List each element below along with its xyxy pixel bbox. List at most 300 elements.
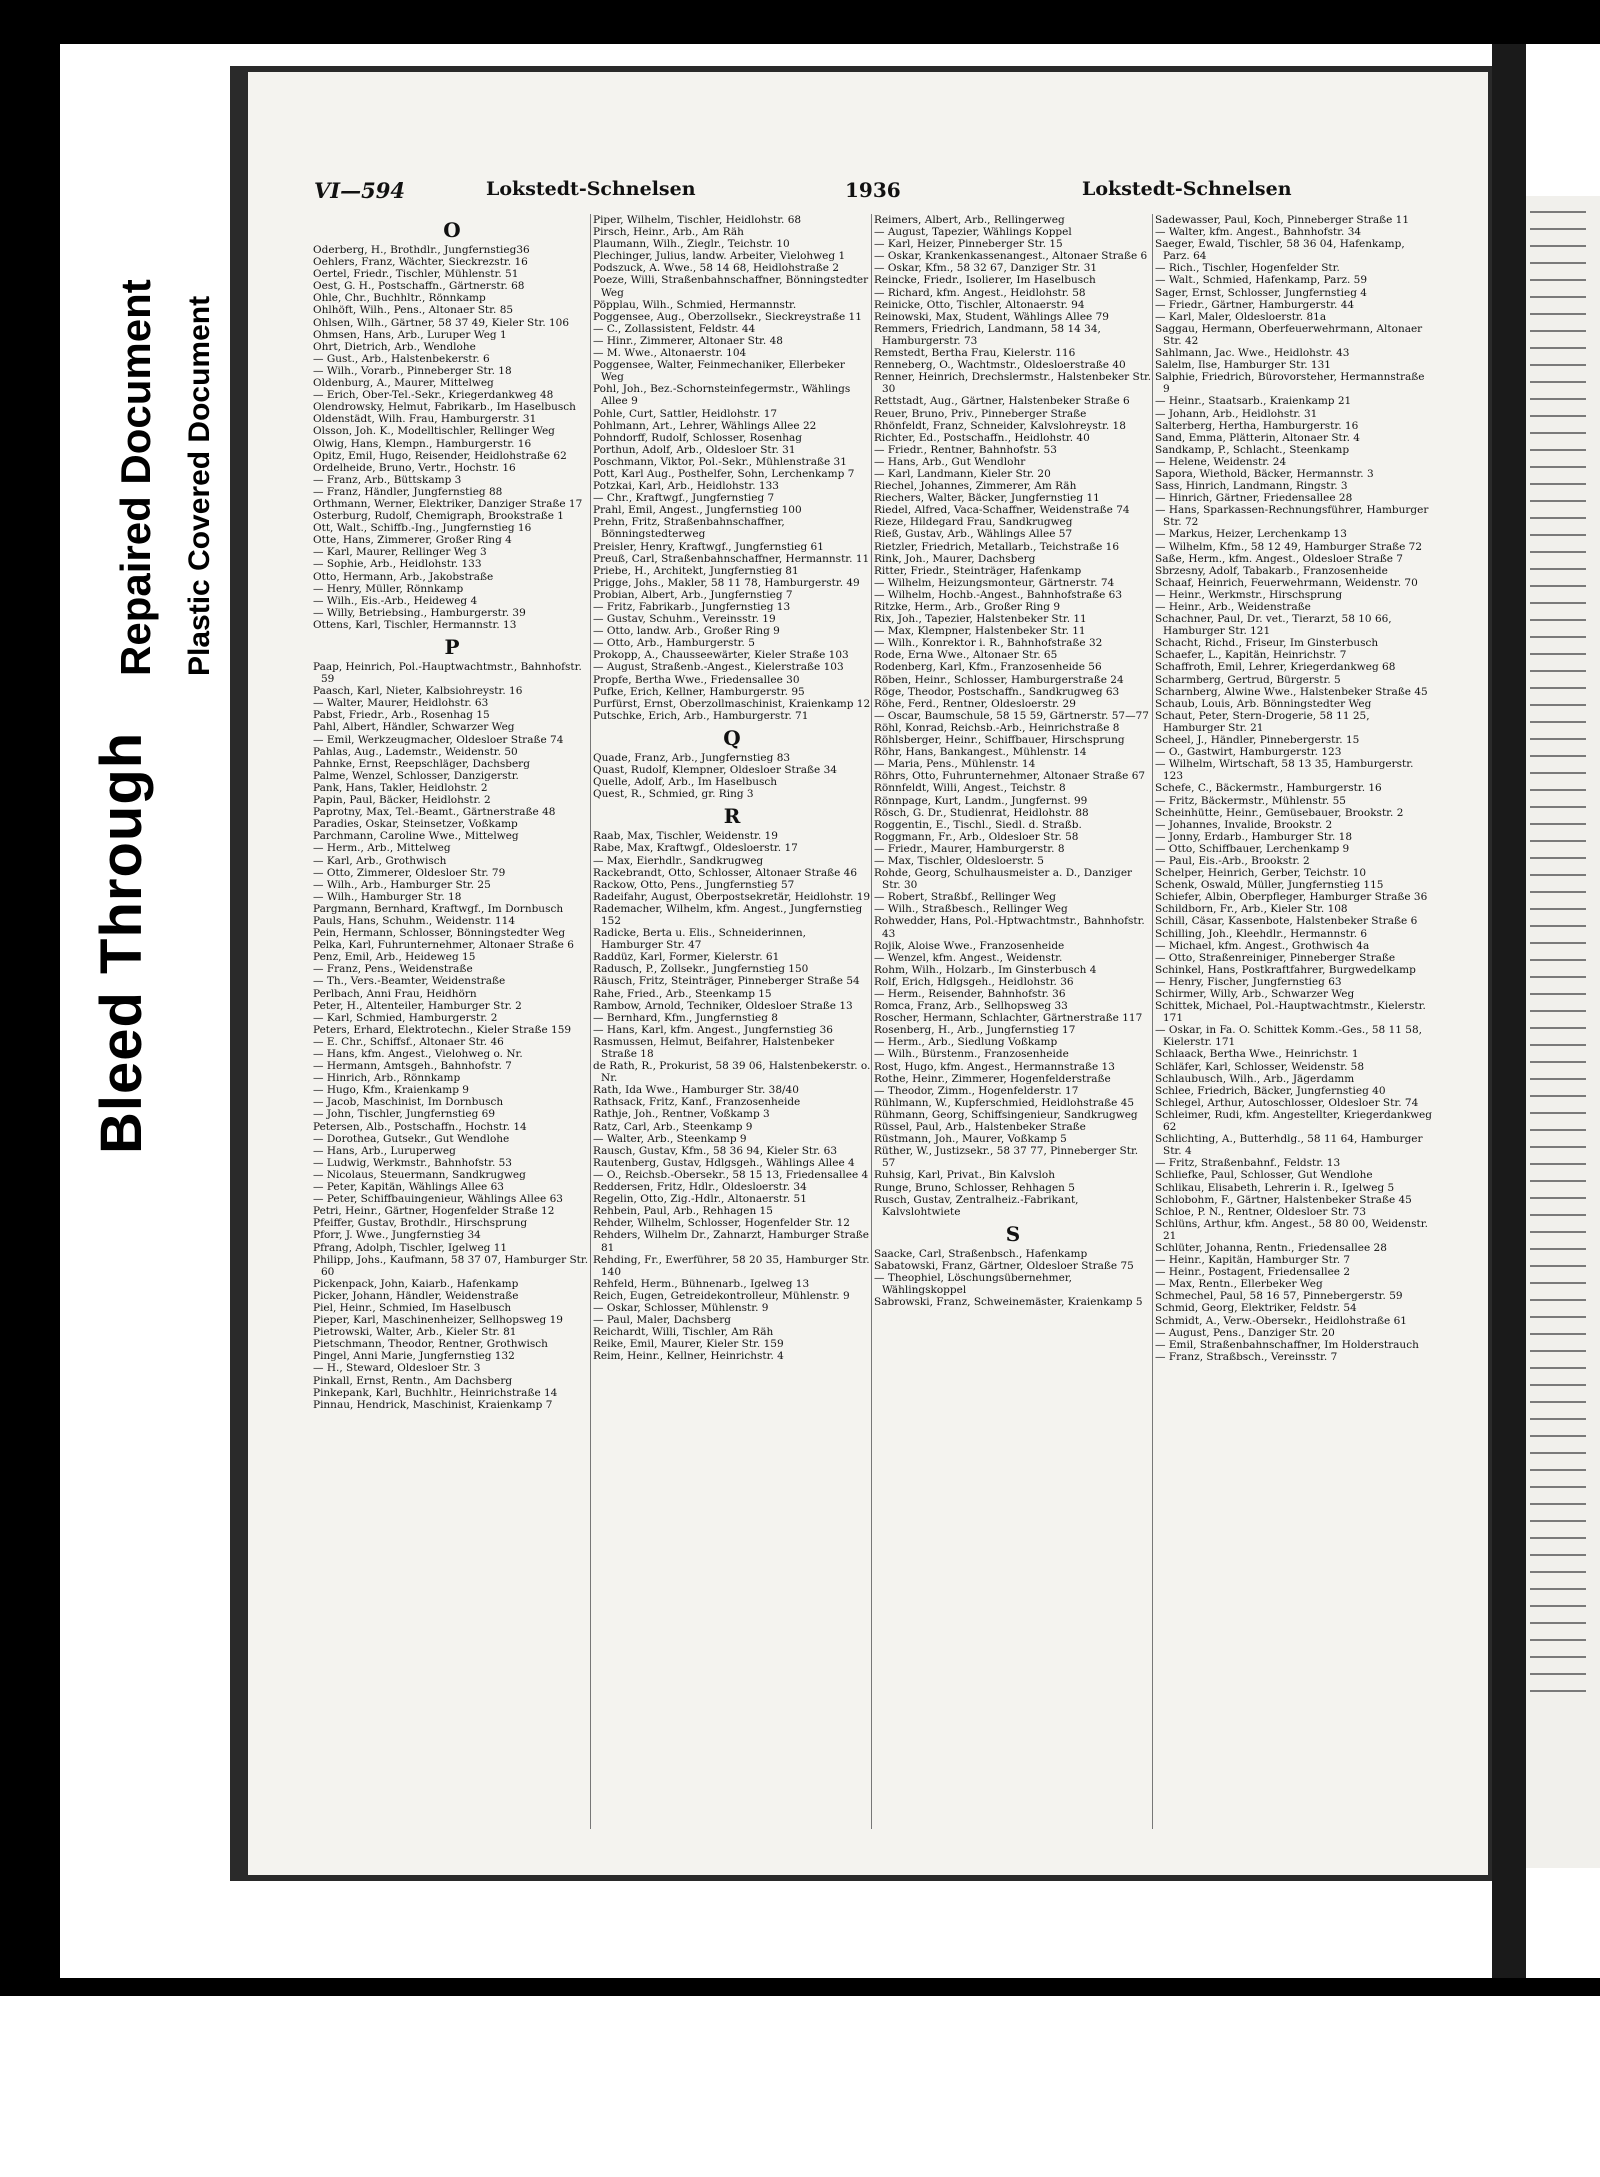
- directory-entry: — Heinr., Werkmstr., Hirschsprung: [1155, 588, 1343, 601]
- directory-entry: Sadewasser, Paul, Koch, Pinneberger Straße 11: [1155, 214, 1410, 226]
- directory-entry: — Walt., Schmied, Hafenkamp, Parz. 59: [1155, 274, 1368, 287]
- directory-entry: Schlichting, A., Butterhdlg., 58 11 64, Hamburger Str. 4: [1155, 1133, 1423, 1158]
- directory-entry: — Paul, Maler, Dachsberg: [593, 1314, 731, 1327]
- directory-entry: — Wilhelm, Wirtschaft, 58 13 35, Hamburgerstr. 123: [1155, 758, 1414, 783]
- directory-entry: Salphie, Friedrich, Bürovorsteher, Hermannstraße 9: [1155, 371, 1425, 396]
- directory-entry: Schaut, Peter, Stern-Drogerie, 58 11 25, Hamburger Str. 21: [1155, 709, 1370, 734]
- directory-entry: — Otto, Arb., Hamburgerstr. 5: [593, 637, 755, 650]
- directory-entry: — Walter, kfm. Angest., Bahnhofstr. 34: [1155, 226, 1362, 239]
- directory-entry: Renneberg, O., Wachtmstr., Oldesloerstraße 40: [874, 359, 1126, 372]
- directory-entry: — Fritz, Straßenbahnf., Feldstr. 13: [1155, 1157, 1341, 1170]
- directory-entry: — Oscar, Baumschule, 58 15 59, Gärtnerstr. 57—77: [874, 709, 1149, 722]
- directory-entry: Rettstadt, Aug., Gärtner, Halstenbeker Straße 6: [874, 395, 1130, 408]
- directory-entry: — August, Pens., Danziger Str. 20: [1155, 1326, 1335, 1339]
- directory-entry: Ottens, Karl, Tischler, Hermannstr. 13: [313, 618, 517, 631]
- directory-entry: — O., Reichsb.-Obersekr., 58 15 13, Friedensallee 4: [593, 1168, 869, 1181]
- directory-entry: de Rath, R., Prokurist, 58 39 06, Halstenbekerstr. o. Nr.: [593, 1060, 871, 1085]
- directory-entry: — C., Zollassistent, Feldstr. 44: [593, 322, 756, 335]
- directory-entry: Pietschmann, Theodor, Rentner, Grothwisch: [313, 1338, 548, 1351]
- adjacent-page-strip: [1526, 196, 1600, 1868]
- directory-entry: Rohde, Georg, Schulhausmeister a. D., Danziger Str. 30: [874, 867, 1133, 892]
- directory-entry: Röhe, Ferd., Rentner, Oldesloerstr. 29: [874, 697, 1076, 710]
- directory-entry: Rathsack, Fritz, Kanf., Franzosenheide: [593, 1096, 801, 1109]
- directory-entry: Purfürst, Ernst, Oberzollmaschinist, Kraienkamp 12: [593, 697, 871, 710]
- directory-entry: Rösch, G. Dr., Studienrat, Heidlohstr. 88: [874, 806, 1089, 819]
- directory-entry: — Fritz, Bäckermstr., Mühlenstr. 55: [1155, 794, 1346, 807]
- directory-entry: Ott, Walt., Schiffb.-Ing., Jungfernstieg 16: [313, 522, 532, 535]
- directory-entry: — Hermann, Amtsgeh., Bahnhofstr. 7: [313, 1060, 512, 1073]
- directory-entry: Schlüter, Johanna, Rentn., Friedensallee 28: [1155, 1241, 1387, 1254]
- directory-entry: Rink, Joh., Maurer, Dachsberg: [874, 552, 1036, 565]
- directory-entry: Schachner, Paul, Dr. vet., Tierarzt, 58 10 66, Hamburger Str. 121: [1155, 613, 1392, 638]
- directory-entry: — Franz, Straßbsch., Vereinsstr. 7: [1155, 1350, 1338, 1363]
- page-header: [314, 178, 1404, 204]
- directory-entry: Pahlas, Aug., Lademstr., Weidenstr. 50: [313, 745, 518, 758]
- directory-entry: Rabe, Max, Kraftwgf., Oldesloerstr. 17: [593, 842, 798, 855]
- directory-entry: Schlobohm, F., Gärtner, Halstenbeker Straße 45: [1155, 1193, 1412, 1206]
- directory-entry: Schelper, Heinrich, Gerber, Teichstr. 10: [1155, 867, 1367, 880]
- scan-border-bottom: [0, 1978, 1600, 1996]
- directory-entry: — Franz, Arb., Büttskamp 3: [313, 473, 462, 486]
- book-gutter: [1492, 44, 1526, 1978]
- directory-entry: Penz, Emil, Arb., Heideweg 15: [313, 951, 476, 964]
- directory-entry: Piper, Wilhelm, Tischler, Heidlohstr. 68: [593, 214, 802, 226]
- directory-entry: — Karl, Landmann, Kieler Str. 20: [874, 467, 1051, 480]
- directory-entry: — Hinr., Zimmerer, Altonaer Str. 48: [593, 334, 783, 347]
- directory-entry: Probian, Albert, Arb., Jungfernstieg 7: [593, 588, 793, 601]
- directory-entry: — Sophie, Arb., Heidlohstr. 133: [313, 558, 482, 571]
- directory-entry: — Dorothea, Gutsekr., Gut Wendlohe: [313, 1132, 510, 1145]
- directory-entry: Poeze, Willi, Straßenbahnschaffner, Bönningstedter Weg: [593, 274, 869, 299]
- directory-entry: — Heinr., Arb., Weidenstraße: [1155, 601, 1311, 613]
- directory-entry: Roggmann, Fr., Arb., Oldesloer Str. 58: [874, 830, 1079, 843]
- directory-entry: — Henry, Fischer, Jungfernstieg 63: [1155, 975, 1342, 988]
- directory-entry: Priebe, H., Architekt, Jungfernstieg 81: [593, 564, 799, 577]
- directory-entry: Pott, Karl Aug., Posthelfer, Sohn, Lerchenkamp 7: [593, 467, 855, 480]
- directory-entry: — August, Tapezier, Wählings Koppel: [874, 226, 1072, 239]
- directory-entry: Ratz, Carl, Arb., Steenkamp 9: [593, 1120, 753, 1133]
- directory-entry: Rohm, Wilh., Holzarb., Im Ginsterbusch 4: [874, 963, 1097, 976]
- directory-entry: Pargmann, Bernhard, Kraftwgf., Im Dornbusch: [313, 902, 564, 915]
- directory-entry: Potzkai, Karl, Arb., Heidlohstr. 133: [593, 480, 779, 493]
- directory-entry: Oldenburg, A., Maurer, Mittelweg: [313, 377, 494, 390]
- directory-entry: Rode, Erna Wwe., Altonaer Str. 65: [874, 649, 1058, 662]
- running-title-right: Lokstedt-Schnelsen: [1082, 178, 1292, 200]
- directory-entry: — Walter, Maurer, Heidlohstr. 63: [313, 697, 489, 710]
- directory-entry: — Walter, Arb., Steenkamp 9: [593, 1132, 747, 1145]
- directory-entry: Pforr, J. Wwe., Jungfernstieg 34: [313, 1229, 481, 1242]
- directory-entry: Schlüns, Arthur, kfm. Angest., 58 80 00, Weidenstr. 21: [1155, 1217, 1428, 1242]
- directory-entry: Runge, Bruno, Schlosser, Rehhagen 5: [874, 1181, 1075, 1194]
- directory-entry: Quade, Franz, Arb., Jungfernstieg 83: [593, 751, 791, 764]
- directory-entry: Picker, Johann, Händler, Weidenstraße: [313, 1289, 519, 1302]
- directory-entry: Salterberg, Hertha, Hamburgerstr. 16: [1155, 419, 1359, 432]
- directory-entry: — Oskar, Krankenkassenangest., Altonaer Straße 6: [874, 250, 1148, 263]
- directory-entry: Schlegel, Arthur, Autoschlosser, Oldesloer Str. 74: [1155, 1096, 1419, 1109]
- directory-entry: Schildborn, Fr., Arb., Kieler Str. 108: [1155, 903, 1348, 916]
- directory-entry: — Wilh., Vorarb., Pinneberger Str. 18: [313, 364, 512, 377]
- directory-column-1: [313, 214, 591, 1834]
- directory-entry: Porthun, Adolf, Arb., Oldesloer Str. 31: [593, 443, 796, 456]
- directory-entry: — Herm., Reisender, Bahnhofstr. 36: [874, 988, 1066, 1000]
- directory-entry: — Heinr., Kapitän, Hamburger Str. 7: [1155, 1254, 1351, 1267]
- directory-entry: Ohlsen, Wilh., Gärtner, 58 37 49, Kieler Str. 106: [313, 316, 570, 329]
- directory-entry: Reinicke, Otto, Tischler, Altonaerstr. 94: [874, 298, 1085, 311]
- directory-entry: — Hinrich, Gärtner, Friedensallee 28: [1155, 492, 1353, 505]
- directory-entry: — Theodor, Zimm., Hogenfelderstr. 17: [874, 1084, 1079, 1097]
- directory-entry: Plaumann, Wilh., Zieglr., Teichstr. 10: [593, 238, 790, 251]
- directory-entry: Pohlmann, Art., Lehrer, Wählings Allee 22: [593, 419, 817, 432]
- directory-entry: Pietrowski, Walter, Arb., Kieler Str. 81: [313, 1326, 517, 1339]
- directory-entry: Rojik, Aloise Wwe., Franzosenheide: [874, 939, 1065, 952]
- column-rule: [871, 214, 872, 1829]
- directory-entry: — Wilh., Arb., Hamburger Str. 25: [313, 878, 491, 891]
- directory-entry: Pickenpack, John, Kaiarb., Hafenkamp: [313, 1277, 519, 1290]
- directory-entry: — Friedr., Maurer, Hamburgerstr. 8: [874, 842, 1065, 855]
- directory-entry: — Markus, Heizer, Lerchenkamp 13: [1155, 528, 1347, 541]
- section-letter: O: [443, 218, 461, 242]
- directory-entry: Reichardt, Willi, Tischler, Am Räh: [593, 1326, 774, 1339]
- directory-entry: Reim, Heinr., Kellner, Heinrichstr. 4: [593, 1350, 784, 1363]
- directory-entry: — Herm., Arb., Mittelweg: [313, 842, 451, 855]
- directory-entry: Paprotny, Max, Tel.-Beamt., Gärtnerstraße 48: [313, 806, 556, 819]
- directory-entry: Pufke, Erich, Kellner, Hamburgerstr. 95: [593, 685, 805, 698]
- directory-entry: Pirsch, Heinr., Arb., Am Räh: [593, 226, 744, 239]
- directory-entry: Preuß, Carl, Straßenbahnschaffner, Hermannstr. 11: [593, 552, 870, 565]
- directory-entry: Rüther, W., Justizsekr., 58 37 77, Pinneberger Str. 57: [874, 1145, 1139, 1170]
- directory-entry: Schlaubusch, Wilh., Arb., Jägerdamm: [1155, 1072, 1355, 1085]
- directory-entry: Rhönfeldt, Franz, Schneider, Kalvslohreystr. 18: [874, 419, 1126, 432]
- directory-entry: — Max, Eierhdlr., Sandkrugweg: [593, 854, 764, 867]
- directory-entry: — Michael, kfm. Angest., Grothwisch 4a: [1155, 939, 1370, 952]
- directory-entry: Reike, Emil, Maurer, Kieler Str. 159: [593, 1338, 784, 1351]
- page-number: VI—594: [314, 178, 405, 203]
- directory-entry: Rasmussen, Helmut, Beifahrer, Halstenbeker Straße 18: [593, 1035, 835, 1060]
- scan-border-left: [0, 44, 60, 1979]
- section-letter: S: [1005, 1221, 1021, 1246]
- directory-entry: Schaffroth, Emil, Lehrer, Kriegerdankweg 68: [1155, 661, 1396, 674]
- directory-entry: Rosenberg, H., Arb., Jungfernstieg 17: [874, 1024, 1076, 1037]
- directory-entry: — Wilhelm, Hochb.-Angest., Bahnhofstraße 63: [874, 588, 1123, 601]
- section-letter: R: [723, 804, 741, 829]
- directory-entry: Schloe, P. N., Rentner, Oldesloer Str. 73: [1155, 1205, 1367, 1218]
- directory-entry: Sabrowski, Franz, Schweinemäster, Kraienkamp 5: [874, 1296, 1143, 1309]
- directory-entry: — Hans, Sparkassen-Rechnungsführer, Hamburger Str. 72: [1155, 504, 1429, 529]
- directory-entry: — Heinr., Postagent, Friedensallee 2: [1155, 1266, 1351, 1279]
- directory-entry: Schefe, C., Bäckermstr., Hamburgerstr. 16: [1155, 782, 1382, 795]
- directory-entry: Rusch, Gustav, Zentralheiz.-Fabrikant, Kalvslohtwiete: [874, 1193, 1079, 1218]
- repaired-document-label: Repaired Document: [112, 279, 159, 676]
- directory-entry: — Richard, kfm. Angest., Heidlohstr. 58: [874, 286, 1086, 299]
- directory-entry: Quast, Rudolf, Klempner, Oldesloer Straße 34: [593, 764, 837, 777]
- directory-entry: — Theophiel, Löschungsübernehmer, Wählingskoppel: [874, 1271, 1073, 1297]
- directory-entry: Rost, Hugo, kfm. Angest., Hermannstraße 13: [874, 1060, 1115, 1073]
- directory-entry: Rehding, Fr., Ewerführer, 58 20 35, Hamburger Str. 140: [593, 1253, 870, 1278]
- directory-entry: — Paul, Eis.-Arb., Brookstr. 2: [1155, 854, 1310, 867]
- directory-entry: Scheel, J., Händler, Pinnebergerstr. 15: [1155, 734, 1360, 747]
- directory-entry: Radicke, Berta u. Elis., Schneiderinnen, Hamburger Str. 47: [593, 927, 806, 952]
- directory-entry: Pinkall, Ernst, Rentn., Am Dachsberg: [313, 1374, 513, 1387]
- directory-entry: Ohlhöft, Wilh., Pens., Altonaer Str. 85: [313, 304, 514, 317]
- directory-entry: Rausch, Gustav, Kfm., 58 36 94, Kieler Str. 63: [593, 1144, 838, 1157]
- directory-entry: Remstedt, Bertha Frau, Kielerstr. 116: [874, 347, 1076, 360]
- directory-entry: Rolf, Erich, Hdlgsgeh., Heidlohstr. 36: [874, 975, 1074, 988]
- directory-entry: Ohle, Chr., Buchhltr., Rönnkamp: [313, 292, 486, 305]
- directory-entry: — Otto, Zimmerer, Oldesloer Str. 79: [313, 866, 506, 879]
- directory-entry: Pfeiffer, Gustav, Brothdlr., Hirschsprung: [313, 1217, 528, 1230]
- directory-entry: — Ludwig, Werkmstr., Bahnhofstr. 53: [313, 1156, 512, 1169]
- directory-entry: Reddersen, Fritz, Hdlr., Oldesloerstr. 34: [593, 1181, 807, 1194]
- directory-entry: Paradies, Oskar, Steinsetzer, Voßkamp: [313, 818, 518, 831]
- directory-entry: — Wilh., Konrektor i. R., Bahnhofstraße 32: [874, 637, 1103, 650]
- directory-entry: — Emil, Straßenbahnschaffner, Im Holderstrauch: [1155, 1338, 1419, 1351]
- directory-entry: Schacht, Richd., Friseur, Im Ginsterbusch: [1155, 637, 1379, 650]
- directory-entry: Olendrowsky, Helmut, Fabrikarb., Im Haselbusch: [313, 401, 576, 414]
- directory-entry: — Hans, Arb., Luruperweg: [313, 1144, 456, 1157]
- directory-entry: — Herm., Arb., Siedlung Voßkamp: [874, 1036, 1058, 1049]
- directory-entry: Pauls, Hans, Schuhm., Weidenstr. 114: [313, 914, 516, 927]
- directory-entry: Pahnke, Ernst, Reepschläger, Dachsberg: [313, 757, 530, 770]
- directory-entry: — Otto, Straßenreiniger, Pinneberger Straße: [1155, 951, 1396, 964]
- directory-entry: Rahe, Fried., Arb., Steenkamp 15: [593, 987, 772, 1000]
- directory-entry: Pohle, Curt, Sattler, Heidlohstr. 17: [593, 407, 778, 420]
- directory-entry: Rohwedder, Hans, Pol.-Hptwachtmstr., Bahnhofstr. 43: [874, 915, 1145, 940]
- directory-entry: Romca, Franz, Arb., Sellhopsweg 33: [874, 1000, 1068, 1013]
- directory-entry: Pinkepank, Karl, Buchhltr., Heinrichstraße 14: [313, 1386, 558, 1399]
- directory-entry: Pohl, Joh., Bez.-Schornsteinfegermstr., Wählings Allee 9: [593, 383, 851, 408]
- directory-entry: — Peter, Kapitän, Wählings Allee 63: [313, 1181, 504, 1194]
- directory-entry: — Jonny, Erdarb., Hamburger Str. 18: [1155, 830, 1353, 843]
- directory-entry: Poschmann, Viktor, Pol.-Sekr., Mühlenstraße 31: [593, 455, 847, 468]
- directory-entry: Otto, Hermann, Arb., Jakobstraße: [313, 570, 494, 583]
- directory-entry: Rademacher, Wilhelm, kfm. Angest., Jungfernstieg 152: [593, 902, 863, 927]
- directory-entry: Pelka, Karl, Fuhrunternehmer, Altonaer Straße 6: [313, 939, 574, 952]
- directory-entry: — Rich., Tischler, Hogenfelder Str.: [1155, 262, 1340, 275]
- directory-entry: Reincke, Friedr., Isolierer, Im Haselbusch: [874, 274, 1096, 287]
- directory-entry: Quest, R., Schmied, gr. Ring 3: [593, 788, 754, 801]
- section-letter: P: [444, 635, 460, 659]
- directory-entry: — Hans, Arb., Gut Wendlohr: [874, 455, 1026, 468]
- directory-entry: — M. Wwe., Altonaerstr. 104: [593, 347, 747, 360]
- directory-entry: Prehn, Fritz, Straßenbahnschaffner, Bönningstedterweg: [593, 516, 785, 541]
- directory-entry: Schmechel, Paul, 58 16 57, Pinnebergerstr. 59: [1155, 1290, 1403, 1303]
- directory-entry: Röhl, Konrad, Reichsb.-Arb., Heinrichstraße 8: [874, 721, 1120, 734]
- directory-entry: Schinkel, Hans, Postkraftfahrer, Burgwedelkamp: [1155, 963, 1416, 976]
- directory-entry: Remmers, Friedrich, Landmann, 58 14 34, Hamburgerstr. 73: [874, 322, 1101, 347]
- directory-entry: — Karl, Maurer, Rellinger Weg 3: [313, 546, 487, 559]
- directory-entry: Rautenberg, Gustav, Hdlgsgeh., Wählings Allee 4: [593, 1156, 855, 1169]
- directory-entry: Peter, H., Altenteiler, Hamburger Str. 2: [313, 999, 522, 1012]
- directory-entry: — Wilh., Eis.-Arb., Heideweg 4: [313, 594, 478, 607]
- directory-entry: Schenk, Oswald, Müller, Jungfernstieg 115: [1155, 879, 1384, 892]
- directory-entry: Schmid, Georg, Elektriker, Feldstr. 54: [1155, 1302, 1357, 1315]
- directory-entry: Raddüz, Karl, Former, Kielerstr. 61: [593, 951, 780, 964]
- directory-entry: — Oskar, Schlosser, Mühlenstr. 9: [593, 1301, 769, 1314]
- directory-entry: Rehders, Wilhelm Dr., Zahnarzt, Hamburger Straße 81: [593, 1229, 870, 1254]
- directory-entry: — Wilhelm, Kfm., 58 12 49, Hamburger Straße 72: [1155, 540, 1423, 553]
- plastic-covered-label: Plastic Covered Document: [183, 295, 216, 676]
- directory-entry: Scharnberg, Alwine Wwe., Halstenbeker Straße 45: [1155, 685, 1428, 698]
- directory-entry: Petersen, Alb., Postschaffn., Hochstr. 14: [313, 1120, 527, 1133]
- directory-entry: Pein, Hermann, Schlosser, Bönningstedter Weg: [313, 927, 566, 940]
- directory-entry: Rambow, Arnold, Techniker, Oldesloer Straße 13: [593, 999, 853, 1012]
- directory-entry: — Franz, Pens., Weidenstraße: [313, 963, 473, 976]
- directory-entry: — Hans, Karl, kfm. Angest., Jungfernstieg 36: [593, 1023, 833, 1036]
- directory-year: 1936: [845, 178, 901, 202]
- directory-entry: Olsson, Joh. K., Modelltischler, Rellinger Weg: [313, 425, 555, 438]
- directory-entry: — Max, Klempner, Halstenbeker Str. 11: [874, 625, 1086, 638]
- directory-entry: Sandkamp, P., Schlacht., Steenkamp: [1155, 443, 1350, 456]
- directory-entry: Rehfeld, Herm., Bühnenarb., Igelweg 13: [593, 1277, 810, 1290]
- directory-entry: Parchmann, Caroline Wwe., Mittelweg: [313, 830, 519, 843]
- directory-entry: Richter, Ed., Postschaffn., Heidlohstr. 40: [874, 431, 1090, 444]
- directory-entry: — Chr., Kraftwgf., Jungfernstieg 7: [593, 492, 775, 505]
- directory-entry: Rüstmann, Joh., Maurer, Voßkamp 5: [874, 1133, 1067, 1146]
- directory-entry: Ohmsen, Hans, Arb., Luruper Weg 1: [313, 328, 507, 341]
- directory-entry: Röhr, Hans, Bankangest., Mühlenstr. 14: [874, 746, 1087, 759]
- directory-entry: Ritzke, Herm., Arb., Großer Ring 9: [874, 601, 1061, 613]
- directory-entry: — H., Steward, Oldesloer Str. 3: [313, 1362, 481, 1375]
- directory-entry: Rackebrandt, Otto, Schlosser, Altonaer Straße 46: [593, 866, 858, 879]
- directory-entry: Rothe, Heinr., Zimmerer, Hogenfelderstraße: [874, 1072, 1111, 1085]
- directory-entry: Schlee, Friedrich, Bäcker, Jungfernstieg 40: [1155, 1084, 1386, 1097]
- directory-entry: — Robert, Straßbf., Rellinger Weg: [874, 891, 1056, 904]
- directory-entry: Otte, Hans, Zimmerer, Großer Ring 4: [313, 534, 512, 547]
- directory-entry: Röhrs, Otto, Fuhrunternehmer, Altonaer Straße 67: [874, 770, 1146, 783]
- directory-entry: — Otto, Schiffbauer, Lerchenkamp 9: [1155, 842, 1350, 855]
- directory-entry: Sager, Ernst, Schlosser, Jungfernstieg 4: [1155, 286, 1367, 299]
- directory-entry: Regelin, Otto, Zig.-Hdlr., Altonaerstr. 51: [593, 1193, 807, 1206]
- directory-entry: Plechinger, Julius, landw. Arbeiter, Vielohweg 1: [593, 250, 846, 263]
- directory-entry: — Friedr., Rentner, Bahnhofstr. 53: [874, 443, 1057, 456]
- directory-entry: Schmidt, A., Verw.-Obersekr., Heidlohstraße 61: [1155, 1314, 1407, 1327]
- directory-entry: Sand, Emma, Plätterin, Altonaer Str. 4: [1155, 431, 1360, 444]
- directory-entry: Peters, Erhard, Elektrotechn., Kieler Straße 159: [313, 1023, 572, 1036]
- directory-entry: — Willy, Betriebsing., Hamburgerstr. 39: [313, 606, 526, 619]
- directory-entry: — Max, Rentn., Ellerbeker Weg: [1155, 1278, 1323, 1291]
- directory-entry: Oest, G. H., Postschaffn., Gärtnerstr. 68: [313, 280, 525, 293]
- directory-entry: Saggau, Hermann, Oberfeuerwehrmann, Altonaer Str. 42: [1155, 322, 1423, 347]
- directory-entry: Pöpplau, Wilh., Schmied, Hermannstr.: [593, 298, 797, 311]
- directory-entry: — Peter, Schiffbauingenieur, Wählings Allee 63: [313, 1193, 563, 1206]
- directory-entry: Pingel, Anni Marie, Jungfernstieg 132: [313, 1350, 515, 1363]
- directory-entry: Rietzler, Friedrich, Metallarb., Teichstraße 16: [874, 540, 1120, 553]
- directory-entry: Quelle, Adolf, Arb., Im Haselbusch: [593, 776, 778, 789]
- directory-entry: Ruhsig, Karl, Privat., Bin Kalvsloh: [874, 1169, 1055, 1182]
- directory-entry: Rehder, Wilhelm, Schlosser, Hogenfelder Str. 12: [593, 1217, 850, 1230]
- directory-entry: Saacke, Carl, Straßenbsch., Hafenkamp: [874, 1247, 1088, 1260]
- directory-entry: — Karl, Schmied, Hamburgerstr. 2: [313, 1011, 498, 1024]
- directory-entry: Schliefke, Paul, Schlosser, Gut Wendlohe: [1155, 1169, 1373, 1182]
- directory-entry: — Karl, Heizer, Pinneberger Str. 15: [874, 238, 1063, 251]
- directory-entry: Schlaack, Bertha Wwe., Heinrichstr. 1: [1155, 1048, 1359, 1061]
- directory-entry: Rüssel, Paul, Arb., Halstenbeker Straße: [874, 1121, 1086, 1134]
- directory-entry: — Franz, Händler, Jungfernstieg 88: [313, 485, 503, 498]
- directory-entry: — Fritz, Fabrikarb., Jungfernstieg 13: [593, 601, 791, 613]
- directory-entry: Schiefer, Albin, Oberpfleger, Hamburger Straße 36: [1155, 891, 1428, 904]
- directory-entry: Raab, Max, Tischler, Weidenstr. 19: [593, 830, 778, 843]
- directory-entry: Paasch, Karl, Nieter, Kalbsiohreystr. 16: [313, 685, 523, 698]
- section-letter: Q: [723, 725, 741, 750]
- directory-entry: Röge, Theodor, Postschaffn., Sandkrugweg 63: [874, 685, 1120, 698]
- directory-entry: Scharmberg, Gertrud, Bürgerstr. 5: [1155, 673, 1341, 686]
- directory-entry: Piel, Heinr., Schmied, Im Haselbusch: [313, 1301, 512, 1314]
- directory-entry: — Johannes, Invalide, Brookstr. 2: [1155, 818, 1333, 831]
- directory-entry: Osterburg, Rudolf, Chemigraph, Brookstraße 1: [313, 510, 564, 523]
- directory-entry: Sapora, Wiethold, Bäcker, Hermannstr. 3: [1155, 467, 1374, 480]
- directory-entry: Oderberg, H., Brothdlr., Jungfernstieg36: [313, 244, 530, 256]
- directory-entry: — John, Tischler, Jungfernstieg 69: [313, 1108, 496, 1121]
- directory-entry: — Helene, Weidenstr. 24: [1155, 455, 1287, 468]
- directory-entry: — Wilh., Straßbesch., Rellinger Weg: [874, 903, 1068, 916]
- directory-column-2: [593, 214, 871, 1834]
- directory-entry: Reinowski, Max, Student, Wählings Allee 79: [874, 310, 1109, 323]
- scan-border-top: [0, 0, 1600, 44]
- directory-entry: Renner, Heinrich, Drechslermstr., Halstenbeker Str. 30: [874, 371, 1152, 396]
- directory-entry: Saße, Herm., kfm. Angest., Oldesloer Straße 7: [1155, 552, 1403, 565]
- directory-entry: — Jacob, Maschinist, Im Dornbusch: [313, 1096, 504, 1109]
- directory-entry: — Gust., Arb., Halstenbekerstr. 6: [313, 352, 490, 365]
- directory-entry: — Wilh., Bürstenm., Franzosenheide: [874, 1048, 1069, 1061]
- directory-entry: Poggensee, Walter, Feinmechaniker, Ellerbeker Weg: [593, 359, 845, 384]
- directory-entry: Rix, Joh., Tapezier, Halstenbeker Str. 11: [874, 613, 1087, 626]
- directory-entry: Perlbach, Anni Frau, Heidhörn: [313, 987, 477, 1000]
- directory-entry: Riedel, Alfred, Vaca-Schaffner, Weidenstraße 74: [874, 504, 1130, 517]
- directory-entry: Roggentin, E., Tischl., Siedl. d. Straßb.: [874, 818, 1082, 831]
- directory-entry: — Erich, Ober-Tel.-Sekr., Kriegerdankweg 48: [313, 389, 554, 402]
- directory-entry: Rönnfeldt, Willi, Angest., Teichstr. 8: [874, 782, 1066, 795]
- directory-entry: — Karl, Maler, Oldesloerstr. 81a: [1155, 310, 1327, 323]
- directory-entry: Ohrt, Dietrich, Arb., Wendlohe: [313, 340, 476, 353]
- directory-entry: Schlikau, Elisabeth, Lehrerin i. R., Igelweg 5: [1155, 1181, 1395, 1194]
- directory-entry: Putschke, Erich, Arb., Hamburgerstr. 71: [593, 709, 809, 722]
- directory-entry: Räusch, Fritz, Steinträger, Pinneberger Straße 54: [593, 975, 860, 988]
- directory-entry: Rathje, Joh., Rentner, Voßkamp 3: [593, 1108, 770, 1121]
- directory-entry: — Nicolaus, Steuermann, Sandkrugweg: [313, 1168, 526, 1181]
- directory-entry: Sass, Hinrich, Landmann, Ringstr. 3: [1155, 480, 1348, 493]
- directory-entry: Poggensee, Aug., Oberzollsekr., Sieckreystraße 11: [593, 310, 862, 323]
- directory-entry: Schaaf, Heinrich, Feuerwehrmann, Weidenstr. 70: [1155, 576, 1418, 589]
- directory-entry: Oldenstädt, Wilh. Frau, Hamburgerstr. 31: [313, 413, 537, 426]
- directory-entry: Propfe, Bertha Wwe., Friedensallee 30: [593, 673, 800, 686]
- directory-entry: — Johann, Arb., Heidlohstr. 31: [1155, 407, 1318, 420]
- directory-entry: — Oskar, Kfm., 58 32 67, Danziger Str. 31: [874, 262, 1098, 275]
- directory-entry: Rackow, Otto, Pens., Jungfernstieg 57: [593, 878, 795, 891]
- directory-entry: Prokopp, A., Chausseewärter, Kieler Straße 103: [593, 649, 849, 662]
- directory-entry: Reich, Eugen, Getreidekontrolleur, Mühlenstr. 9: [593, 1289, 850, 1302]
- directory-entry: Ordelheide, Bruno, Vertr., Hochstr. 16: [313, 461, 516, 474]
- directory-entry: Pohndorff, Rudolf, Schlosser, Rosenhag: [593, 431, 802, 444]
- directory-entry: — E. Chr., Schiffsf., Altonaer Str. 46: [313, 1035, 504, 1048]
- directory-entry: Röben, Heinr., Schlosser, Hamburgerstraße 24: [874, 673, 1124, 686]
- directory-entry: — Heinr., Staatsarb., Kraienkamp 21: [1155, 395, 1352, 408]
- directory-entry: Paap, Heinrich, Pol.-Hauptwachtmstr., Bahnhofstr. 59: [313, 661, 582, 686]
- directory-entry: Olwig, Hans, Klempn., Hamburgerstr. 16: [313, 437, 532, 450]
- directory-entry: Preisler, Henry, Kraftwgf., Jungfernstieg 61: [593, 540, 824, 553]
- directory-entry: Podszuck, A. Wwe., 58 14 68, Heidlohstraße 2: [593, 262, 840, 275]
- directory-column-4: [1155, 214, 1433, 1834]
- directory-entry: Pfrang, Adolph, Tischler, Igelweg 11: [313, 1241, 508, 1254]
- directory-entry: Pinnau, Hendrick, Maschinist, Kraienkamp 7: [313, 1398, 553, 1411]
- directory-entry: Pahl, Albert, Händler, Schwarzer Weg: [313, 721, 515, 734]
- directory-entry: — Wilh., Hamburger Str. 18: [313, 890, 462, 903]
- directory-entry: Rath, Ida Wwe., Hamburger Str. 38/40: [593, 1084, 799, 1097]
- bleed-through-label: Bleed Through: [89, 731, 154, 1154]
- column-rule: [1152, 214, 1153, 1829]
- directory-entry: — Oskar, in Fa. O. Schittek Komm.-Ges., 58 11 58, Kielerstr. 171: [1155, 1024, 1422, 1049]
- directory-entry: Sabatowski, Franz, Gärtner, Oldesloer Straße 75: [874, 1259, 1134, 1272]
- directory-entry: Rehbein, Paul, Arb., Rehhagen 15: [593, 1205, 773, 1218]
